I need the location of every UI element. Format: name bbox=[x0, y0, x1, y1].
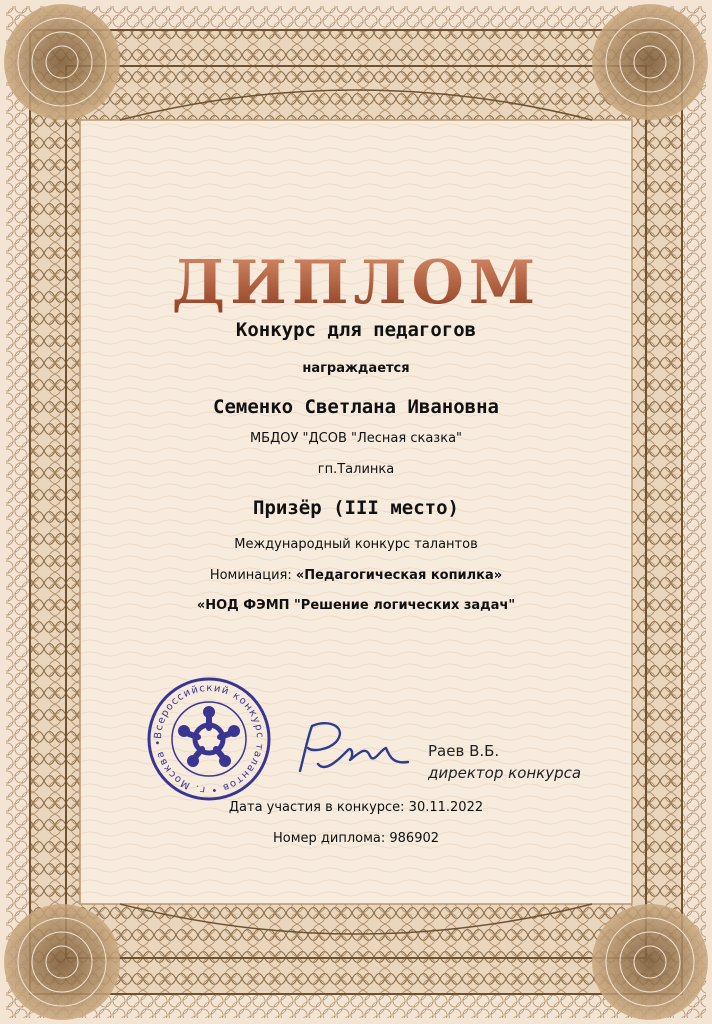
corner-ornament-top-right bbox=[592, 4, 708, 120]
signer-role: директор конкурса bbox=[428, 764, 582, 782]
recipient-name: Семенко Светлана Ивановна bbox=[213, 396, 499, 418]
corner-ornament-top-left bbox=[4, 4, 120, 120]
corner-ornament-bottom-left bbox=[4, 904, 120, 1020]
diploma-title: ДИПЛОМ bbox=[0, 248, 712, 318]
diploma-number: Номер диплома: 986902 bbox=[272, 831, 440, 846]
nomination-label: Номинация: bbox=[209, 568, 296, 583]
work-title: «НОД ФЭМП "Решение логических задач" bbox=[196, 598, 516, 613]
awarded-label: награждается bbox=[302, 361, 410, 376]
director-signature-icon bbox=[290, 716, 420, 786]
contest-full-name: Международный конкурс талантов bbox=[234, 537, 478, 552]
signer-name: Раев В.Б. bbox=[428, 742, 500, 760]
contest-seal-icon bbox=[146, 676, 272, 802]
organization: МБДОУ "ДСОВ "Лесная сказка" bbox=[249, 431, 463, 446]
svg-text:Всероссийский конкурс талантов: Всероссийский конкурс талантов • г. Москва • bbox=[152, 682, 266, 796]
corner-ornament-bottom-right bbox=[592, 904, 708, 1020]
contest-name: Конкурс для педагогов bbox=[235, 319, 477, 341]
nomination-value: «Педагогическая копилка» bbox=[295, 568, 503, 583]
participation-date: Дата участия в конкурсе: 30.11.2022 bbox=[228, 800, 484, 815]
nomination bbox=[0, 568, 712, 583]
city: гп.Талинка bbox=[317, 462, 395, 477]
prize-place: Призёр (III место) bbox=[253, 497, 459, 519]
